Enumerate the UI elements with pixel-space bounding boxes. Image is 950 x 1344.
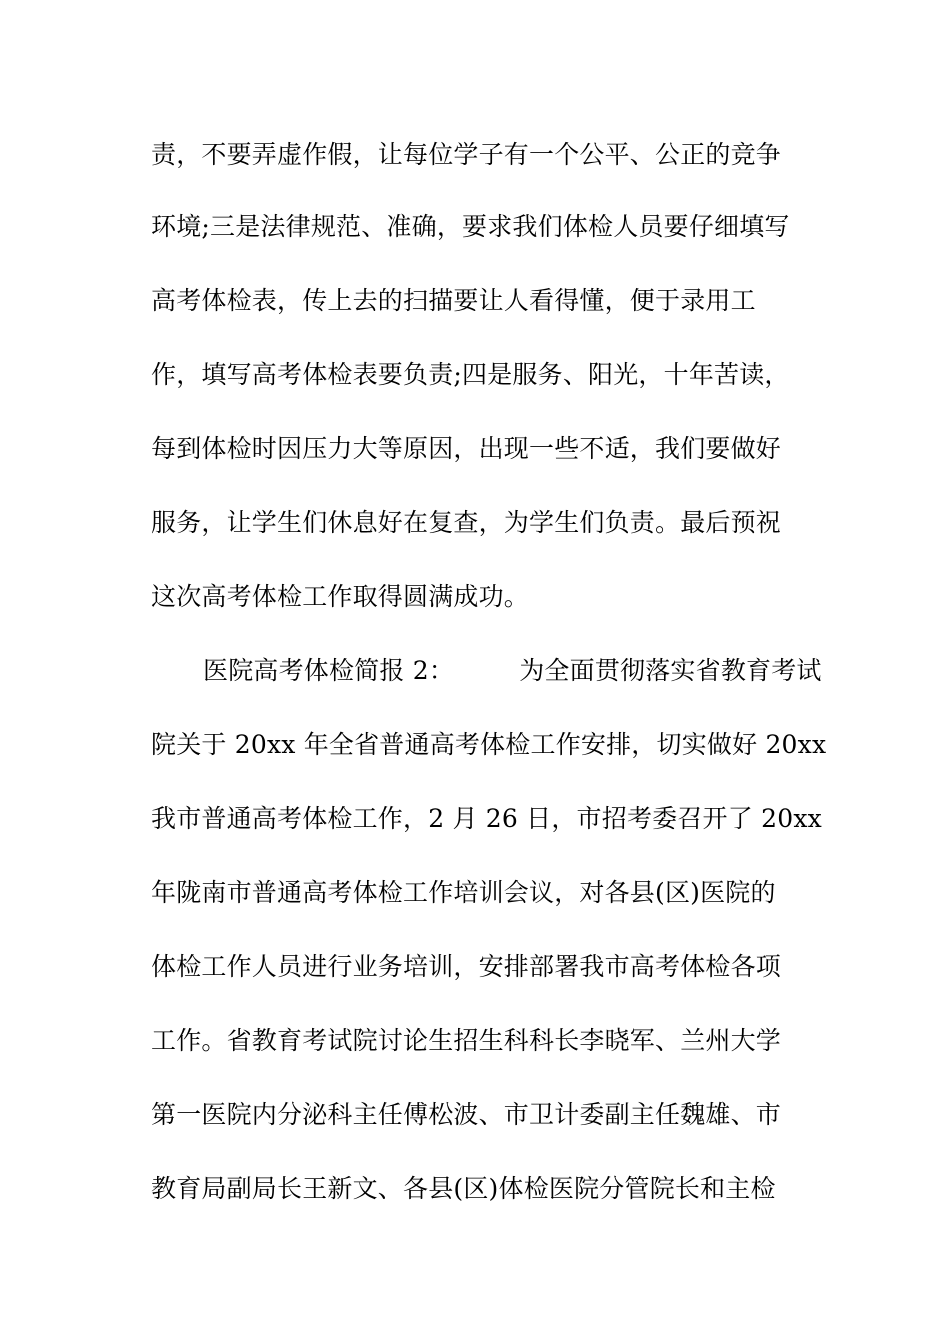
paragraph-line: 第一医院内分泌科主任傅松波、市卫计委副主任魏雄、市	[151, 1100, 782, 1129]
paragraph-line: 年陇南市普通高考体检工作培训会议，对各县(区)医院的	[151, 878, 776, 907]
paragraph-line: 体检工作人员进行业务培训，安排部署我市高考体检各项	[151, 952, 782, 981]
paragraph-line: 责，不要弄虚作假，让每位学子有一个公平、公正的竞争	[151, 140, 782, 169]
paragraph-line: 我市普通高考体检工作，2 月 26 日，市招考委召开了 20xx	[151, 804, 822, 833]
paragraph-line: 高考体检表，传上去的扫描要让人看得懂，便于录用工	[151, 286, 756, 315]
paragraph-line: 工作。省教育考试院讨论生招生科科长李晓军、兰州大学	[151, 1026, 782, 1055]
paragraph-line: 服务，让学生们休息好在复查，为学生们负责。最后预祝	[151, 508, 782, 537]
paragraph-line: 院关于 20xx 年全省普通高考体检工作安排，切实做好 20xx	[151, 730, 827, 759]
section-heading-line: 医院高考体检简报 2： 为全面贯彻落实省教育考试	[203, 656, 822, 685]
paragraph-line: 作，填写高考体检表要负责;四是服务、阳光，十年苦读，	[151, 360, 790, 389]
paragraph-line: 这次高考体检工作取得圆满成功。	[151, 582, 530, 611]
paragraph-line: 环境;三是法律规范、准确，要求我们体检人员要仔细填写	[151, 212, 790, 241]
paragraph-line: 教育局副局长王新文、各县(区)体检医院分管院长和主检	[151, 1174, 776, 1203]
paragraph-line: 每到体检时因压力大等原因，出现一些不适，我们要做好	[151, 434, 782, 463]
